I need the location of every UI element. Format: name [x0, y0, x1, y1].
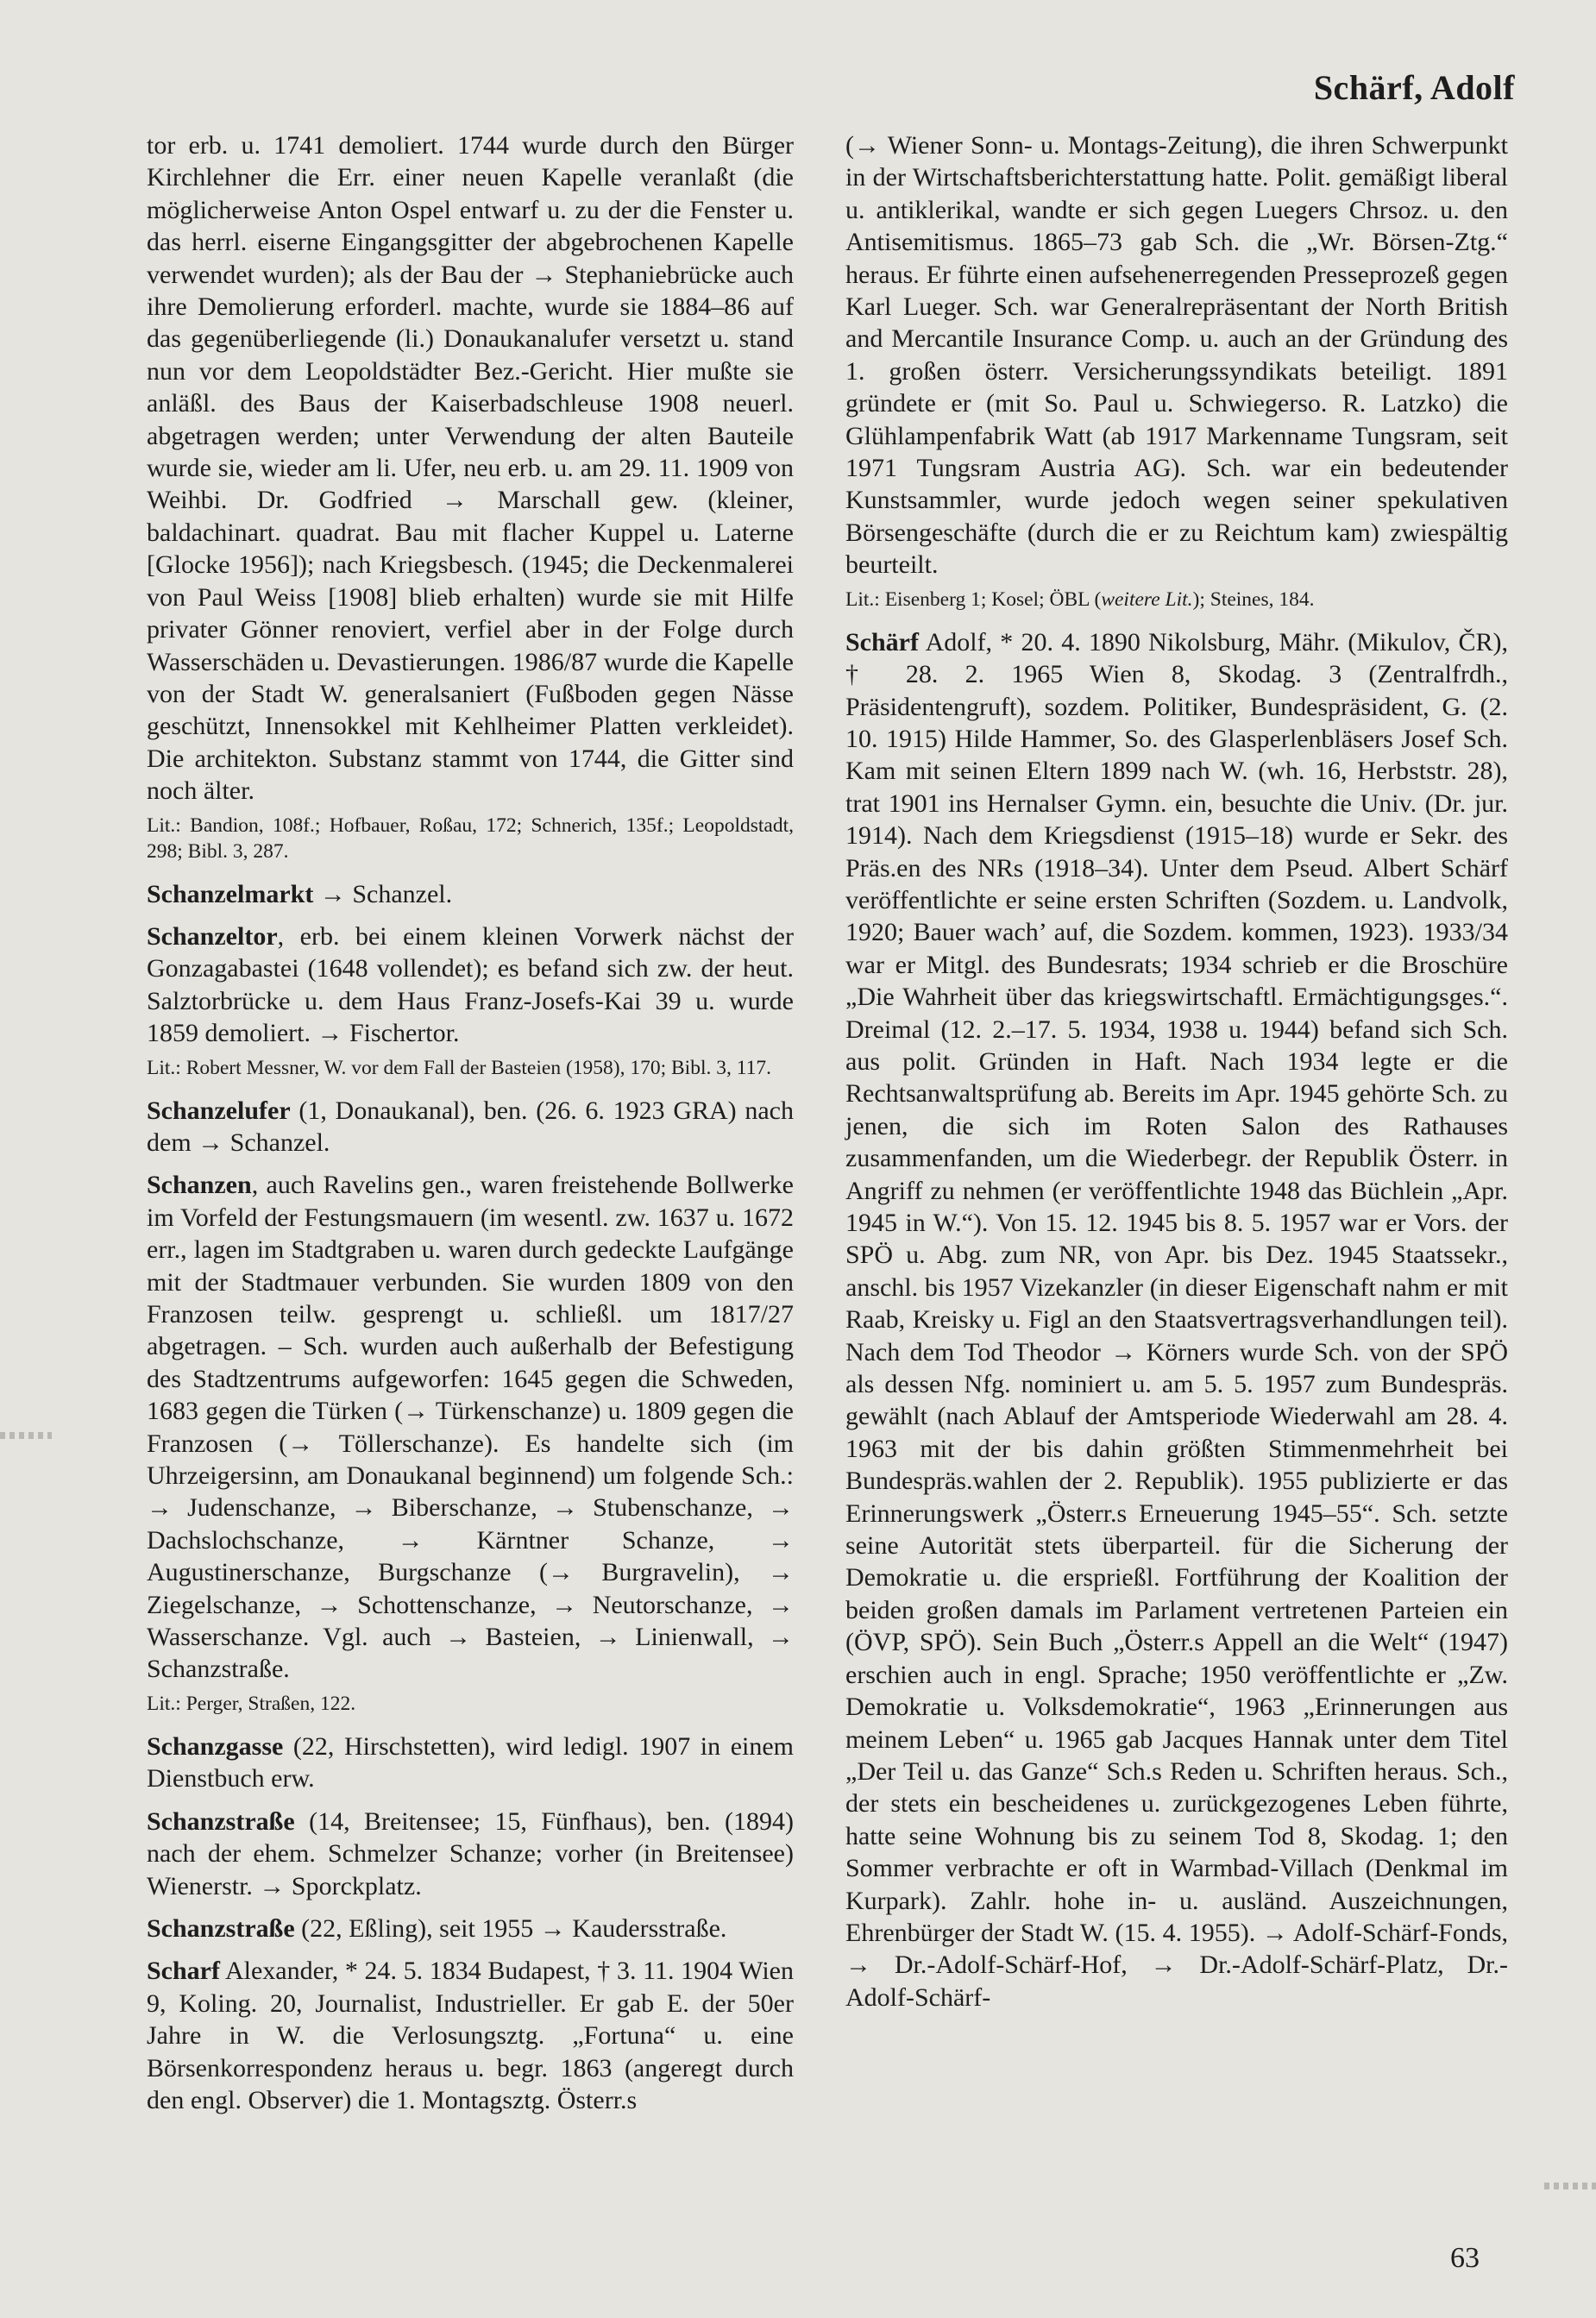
entry-text: (22, Eßling), seit 1955 → Kaudersstraße. — [294, 1913, 727, 1943]
entry-text: , erb. bei einem kleinen Vorwerk nächst der Gonzagabastei (1648 vollendet); es befand sich zw. der heut. Salztorbrücke u. dem Haus Franz-Josefs-Kai 39 u. wurde 1859 demoliert. → Fischertor. — [147, 921, 794, 1048]
lemma: Schanzen — [147, 1171, 252, 1200]
entry-text: (14, Breitensee; 15, Fünfhaus), ben. (1894) nach der ehem. Schmelzer Schanze; vorher (in Breitensee) Wienerstr. → Sporckplatz. — [147, 1806, 794, 1900]
lemma: Schanzstraße — [147, 1806, 295, 1836]
literature-note: Lit.: Robert Messner, W. vor dem Fall der Basteien (1958), 170; Bibl. 3, 117. — [147, 1056, 771, 1079]
lit-italic: weitere Lit. — [1101, 587, 1193, 611]
page-header: Schärf, Adolf — [1313, 68, 1515, 107]
entry-schanzelmarkt — [147, 878, 794, 910]
entry-text: (1, Donaukanal), ben. (26. 6. 1923 GRA) nach dem → Schanzel. — [147, 1096, 794, 1157]
lemma: Schanzgasse — [147, 1731, 284, 1761]
literature-note — [845, 587, 1508, 612]
entry-schanzeltor — [147, 920, 794, 1050]
entry-text: Alexander, * 24. 5. 1834 Budapest, † 3. 11. 1904 Wien 9, Koling. 20, Journalist, Industrieller. Er gab E. der 50er Jahre in W. die Verlosungsztg. „Fortuna“ u. eine Börsenkorrespondenz heraus u. begr. 1863 (angeregt durch den engl. Observer) die 1. Montagsztg. Österr.s — [147, 1957, 794, 2114]
lemma: Schärf — [845, 627, 919, 656]
entry-schanzstrasse-22 — [147, 1913, 794, 1944]
entry-text: (22, Hirschstetten), wird ledigl. 1907 in einem Dienstbuch erw. — [147, 1731, 794, 1793]
lemma: Schanzeltor — [147, 921, 278, 951]
entry-schanzen — [147, 1169, 794, 1686]
lemma: Schanzelufer — [147, 1096, 291, 1125]
scan-artifact — [1544, 2183, 1596, 2189]
lemma: Scharf — [147, 1957, 220, 1986]
page-number: 63 — [1450, 2242, 1480, 2274]
entry-text: , auch Ravelins gen., waren freistehende Bollwerke im Vorfeld der Festungsmauern (im wesentl. zw. 1637 u. 1672 err., lagen im Stadtgraben u. waren durch gedeckte Laufgänge mit der Stadtmauer verbunden. Sie wurden 1809 von den Franzosen teilw. gesprengt u. schließl. um 1817/27 abgetragen. – Sch. wurden auch außerhalb der Befestigung des Stadtzentrums aufgeworfen: 1645 gegen die Schweden, 1683 gegen die Türken (→ Türkenschanze) u. 1809 gegen die Franzosen (→ Töllerschanze). Es handelte sich (im Uhrzeigersinn, am Donaukanal beginnend) um folgende Sch.: → Judenschanze, → Biberschanze, → Stubenschanze, → Dachslochschanze, → Kärntner Schanze, → Augustinerschanze, Burgschanze (→ Burgravelin), → Ziegelschanze, → Schottenschanze, → Neutorschanze, → Wasserschanze. Vgl. auch → Basteien, → Linienwall, → Schanzstraße. — [147, 1171, 794, 1684]
lit-text: ); Steines, 184. — [1192, 587, 1315, 611]
entry-text: Adolf, * 20. 4. 1890 Nikolsburg, Mähr. (Mikulov, ČR), † 28. 2. 1965 Wien 8, Skodag. 3 (Zentralfrdh., Präsidentengruft), sozdem. Politiker, Bundespräsident, G. (2. 10. 1915) Hilde Hammer, So. des Glasperlenbläsers Josef Sch. Kam mit seinen Eltern 1899 nach W. (wh. 16, Herbststr. 28), trat 1901 ins Hernalser Gymn. ein, besuchte die Univ. (Dr. jur. 1914). Nach dem Kriegsdienst (1915–18) wurde er Sekr. des Präs.en des NRs (1918–34). Unter dem Pseud. Albert Schärf veröffentlichte er seine ersten Schriften (Sozdem. u. Landvolk, 1920; Bauer wach’ auf, die Sozdem. kommen, 1923). 1933/34 war er Mitgl. des Bundesrats; 1934 schrieb er die Broschüre „Die Wahrheit über das kriegswirtschaftl. Ermächtigungsges.“. Dreimal (12. 2.–17. 5. 1934, 1938 u. 1944) befand sich Sch. aus polit. Gründen in Haft. Nach 1934 legte er die Rechtsanwaltsprüfung ab. Bereits im Apr. 1945 gehörte Sch. zu jenen, die sich im Roten Salon des Rathauses zusammenfanden, um die Wiederbegr. der Republik Österr. in Angriff zu nehmen (er veröffentlichte 1948 das Büchlein „Apr. 1945 in W.“). Von 15. 12. 1945 bis 8. 5. 1957 war er Vors. der SPÖ u. Abg. zum NR, von Apr. bis Dez. 1945 Staatssekr., anschl. bis 1957 Vizekanzler (in dieser Eigenschaft nahm er mit Raab, Kreisky u. Figl an den Staatsvertragsverhandlungen teil). Nach dem Tod Theodor → Körners wurde Sch. von der SPÖ als dessen Nfg. nominiert u. am 5. 5. 1957 zum Bundespräs. gewählt (nach Ablauf der Amtsperiode Wiederwahl am 28. 4. 1963 mit der bis dahin größten Stimmenmehrheit bei Bundespräs.wahlen der 2. Republik). 1955 publizierte er das Erinnerungswerk „Österr.s Erneuerung 1945–55“. Sch. setzte seine Autorität stets überparteil. für die Sicherung der Demokratie u. die ersprießl. Fortführung der Koalition der beiden großen damals im Parlament vertretenen Parteien ein (ÖVP, SPÖ). Sein Buch „Österr.s Appell an die Welt“ (1947) erschien auch in engl. Sprache; 1950 veröffentlichte er „Zw. Demokratie u. Volksdemokratie“, 1963 „Erinnerungen aus meinem Leben“ u. 1965 gab Jacques Hannak unter dem Titel „Der Teil u. das Ganze“ Sch.s Reden u. Schriften heraus. Sch., der stets ein bescheidenes u. zurückgezogenes Leben führte, hatte seine Wohnung bis zu seinem Tod 8, Skodag. 1; den Sommer verbrachte er oft in Warmbad-Villach (Denkmal im Kurpark). Zahlr. hohe in- u. ausländ. Auszeichnungen, Ehrenbürger der Stadt W. (15. 4. 1955). → Adolf-Schärf-Fonds, → Dr.-Adolf-Schärf-Hof, → Dr.-Adolf-Schärf-Platz, Dr.-Adolf-Schärf- — [845, 627, 1508, 2012]
entry-text: → Schanzel. — [313, 879, 453, 908]
entry-continuation: tor erb. u. 1741 demoliert. 1744 wurde durch den Bürger Kirchlehner die Err. einer neuen Kapelle veranlaßt (die möglicherweise Anton Ospel entwarf u. zu der die Fenster u. das herrl. eiserne Eingangsgitter der abgebrochenen Kapelle verwendet wurden); als der Bau der → Stephaniebrücke auch ihre Demolierung erforderl. machte, wurde sie 1884–86 auf das gegenüberliegende (li.) Donaukanalufer versetzt u. stand nun vor dem Leopoldstädter Bez.-Gericht. Hier mußte sie anläßl. des Baus der Kaiserbadschleuse 1908 neuerl. abgetragen werden; unter Verwendung der alten Bauteile wurde sie, wieder am li. Ufer, neu erb. u. am 29. 11. 1909 von Weihbi. Dr. Godfried → Marschall gew. (kleiner, baldachinart. quadrat. Bau mit flacher Kuppel u. Laterne [Glocke 1956]); nach Kriegsbesch. (1945; die Deckenmalerei von Paul Weiss [1908] blieb erhalten) wurde sie mit Hilfe privater Gönner renoviert, verfiel aber in der Folge durch Wasserschäden u. Devastierungen. 1986/87 wurde die Kapelle von der Stadt W. generalsaniert (Fußboden gegen Nässe geschützt, Innensokkel mit Kehlheimer Platten verkleidet). Die architekton. Substanz stammt von 1744, die Gitter sind noch älter. — [147, 131, 794, 806]
literature-note: Lit.: Bandion, 108f.; Hofbauer, Roßau, 172; Schnerich, 135f.; Leopoldstadt, 298; Bibl. 3, 287. — [147, 813, 794, 863]
entry-schanzgasse — [147, 1731, 794, 1795]
left-column — [147, 129, 794, 2126]
entry-schanzstrasse-14 — [147, 1806, 794, 1902]
entry-continuation: (→ Wiener Sonn- u. Montags-Zeitung), die ihren Schwerpunkt in der Wirtschaftsberichterstattung hatte. Polit. gemäßigt liberal u. antiklerikal, wandte er sich gegen Luegers Chrsoz. u. den Antisemitismus. 1865–73 gab Sch. die „Wr. Börsen-Ztg.“ heraus. Er führte einen aufsehenerregenden Presseprozeß gegen Karl Lueger. Sch. war Generalrepräsentant der North British and Mercantile Insurance Comp. u. auch an der Gründung des 1. großen österr. Versicherungssyndikats beteiligt. 1891 gründete er (mit So. Paul u. Schwiegerso. R. Latzko) die Glühlampenfabrik Watt (ab 1917 Markenname Tungsram, seit 1971 Tungsram Austria AG). Sch. war ein bedeutender Kunstsammler, wurde jedoch wegen seiner spekulativen Börsengeschäfte (durch die er zu Reichtum kam) zwiespältig beurteilt. — [845, 131, 1508, 580]
right-column — [845, 129, 1508, 2024]
literature-note: Lit.: Perger, Straßen, 122. — [147, 1692, 356, 1715]
lemma: Schanzelmarkt — [147, 879, 314, 908]
entry-schaerf-adolf — [845, 626, 1508, 2013]
lit-text: Lit.: Eisenberg 1; Kosel; ÖBL ( — [845, 587, 1102, 611]
entry-schanzelufer — [147, 1095, 794, 1159]
entry-scharf-alexander — [147, 1955, 794, 2116]
lemma: Schanzstraße — [147, 1913, 295, 1943]
scan-artifact — [0, 1432, 52, 1439]
